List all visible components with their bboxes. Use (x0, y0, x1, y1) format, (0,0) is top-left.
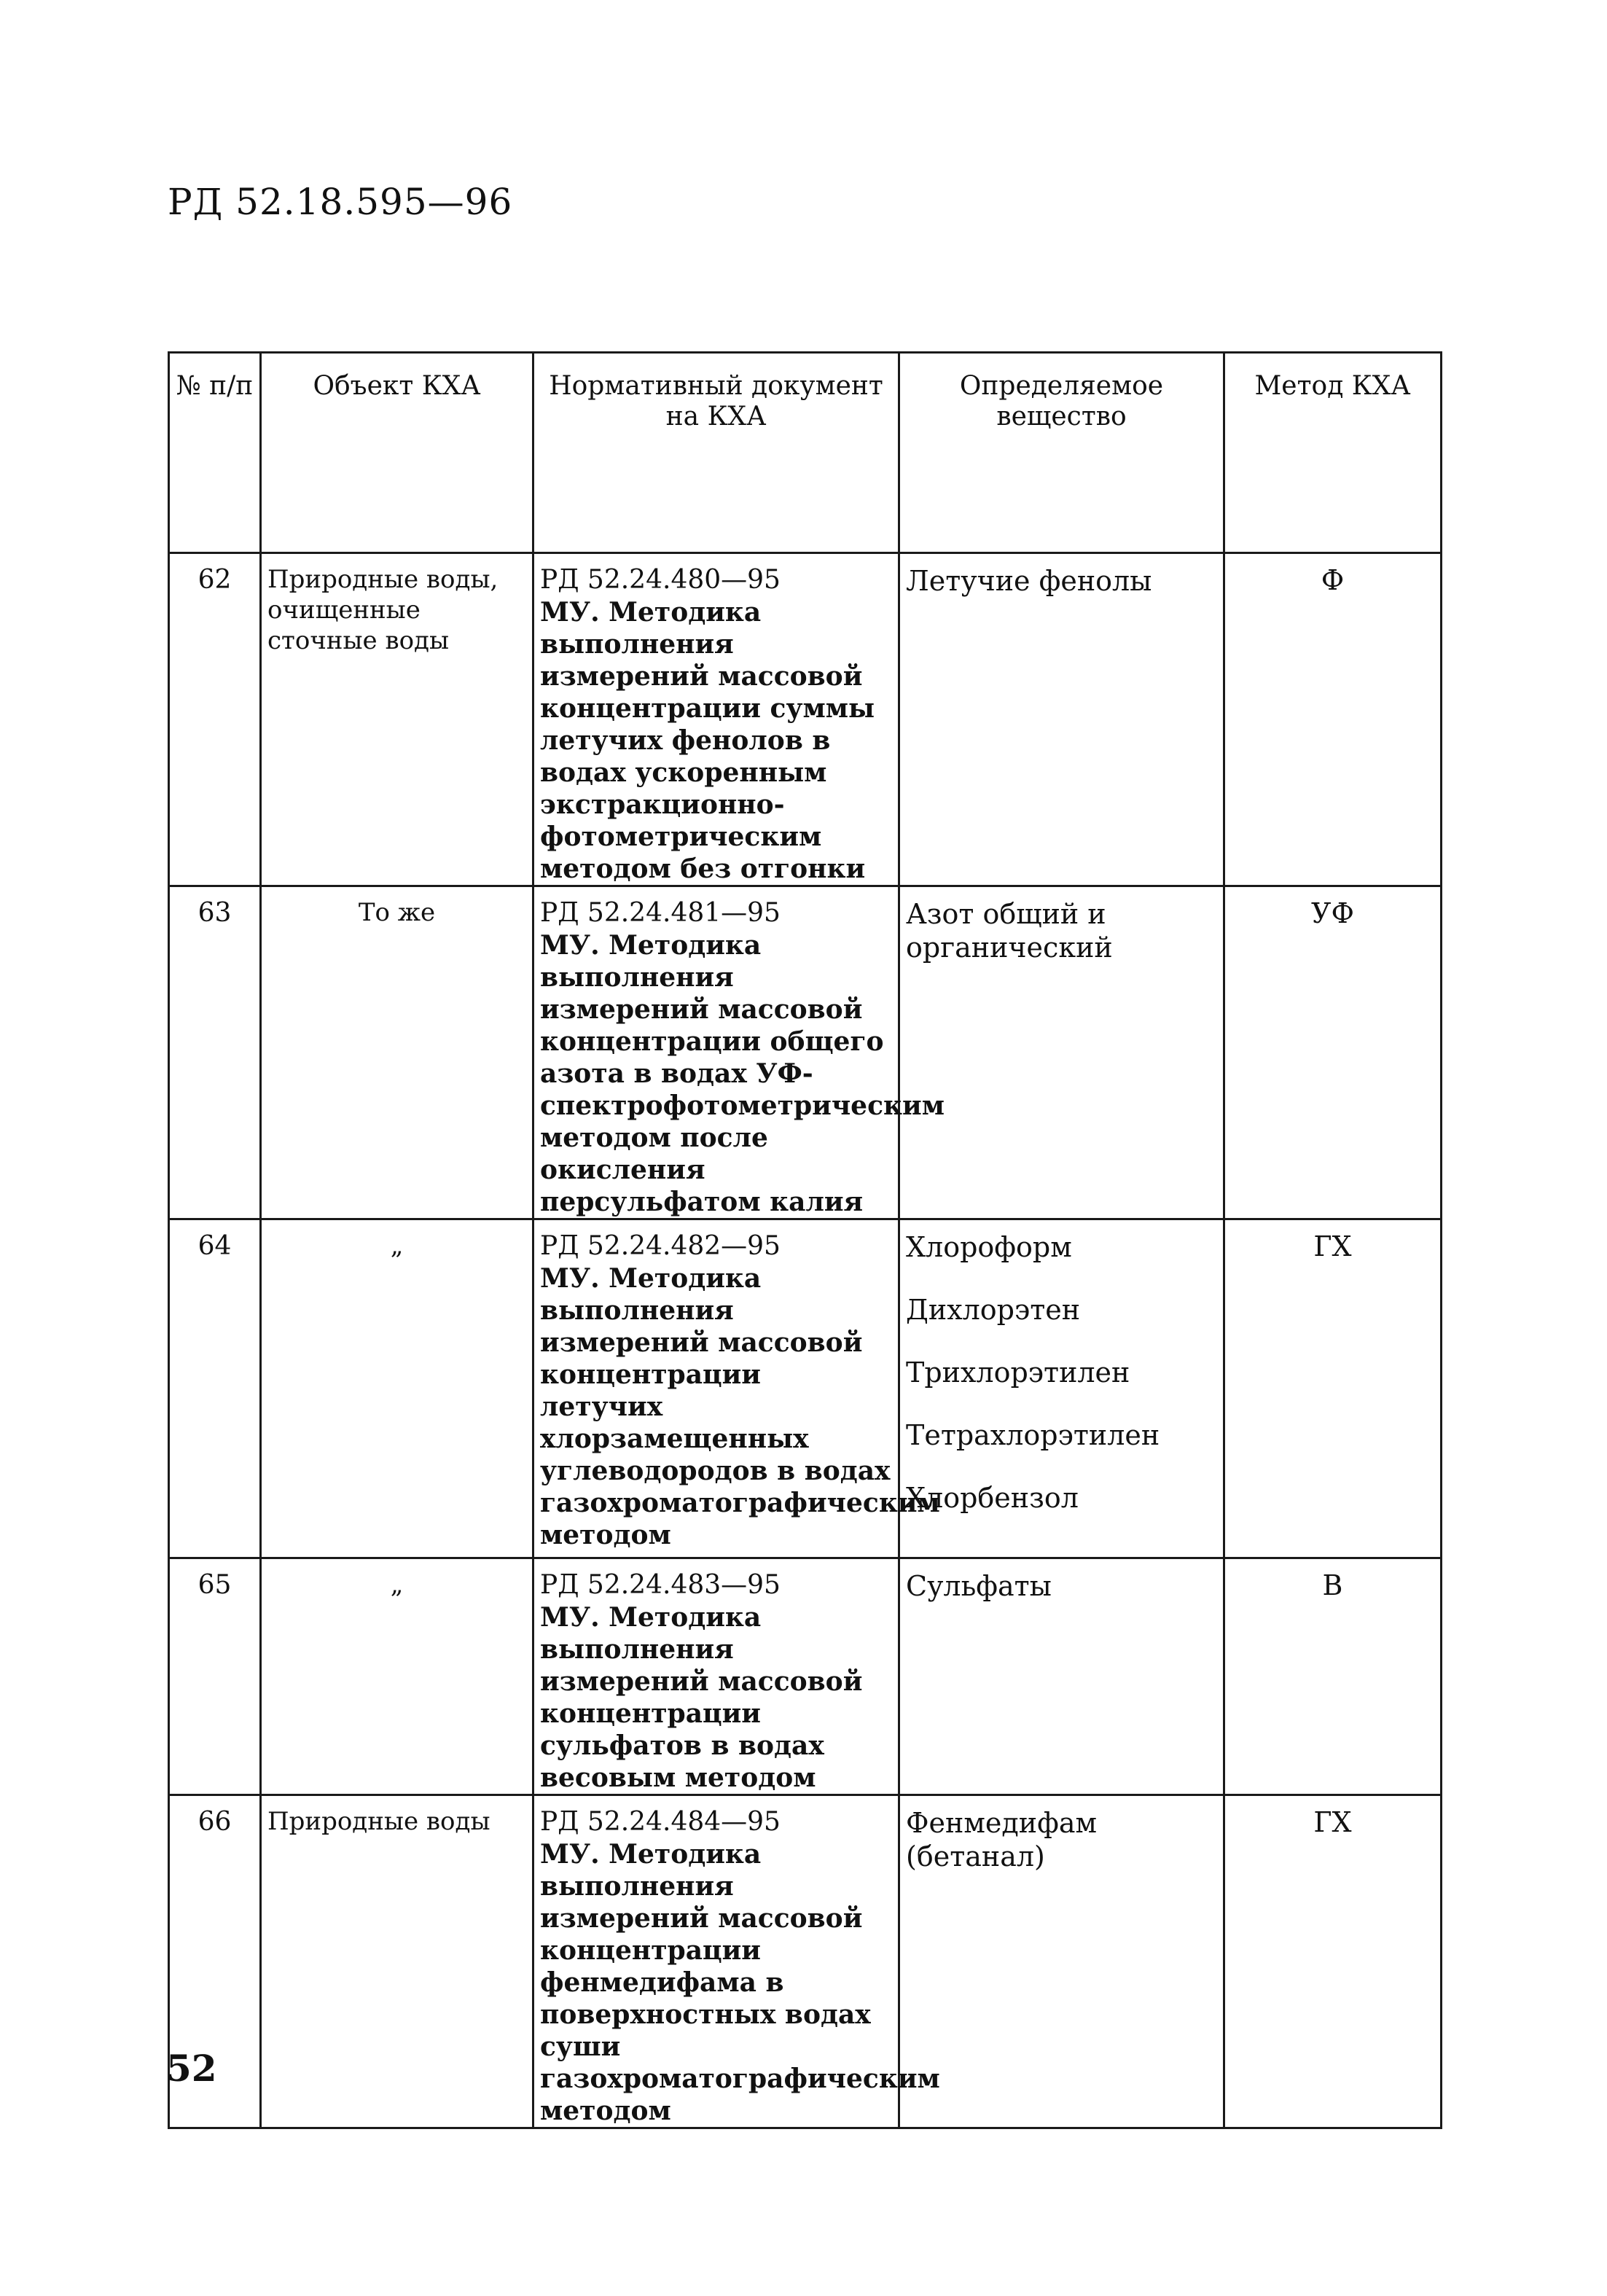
substance-item: Дихлорэтен (906, 1294, 1081, 1326)
table-header-row (169, 353, 1442, 553)
row-object: „ (261, 1219, 533, 1558)
document-code: РД 52.24.482—95 (540, 1231, 781, 1261)
substance-item: Хлороформ (906, 1231, 1072, 1263)
column-header-document: Нормативный документ на КХА (533, 353, 899, 553)
substance-item: Хлорбензол (906, 1482, 1079, 1514)
table-row (169, 886, 1442, 1219)
document-code: РД 52.24.481—95 (540, 898, 781, 928)
row-number: 66 (169, 1795, 261, 2128)
document-title: МУ. Методика выполнения измерений массовой концентрации летучих хлорзамещенных углеводородов в водах газохроматографическим методом (540, 1263, 940, 1550)
substance-item: Азот общий и органический (906, 898, 1113, 964)
table-row (169, 1558, 1442, 1795)
substance-item: Тетрахлорэтилен (906, 1419, 1160, 1451)
substance-item: Летучие фенолы (906, 565, 1152, 597)
row-method: ГХ (1224, 1795, 1442, 2128)
document-code: РД 52.24.483—95 (540, 1570, 781, 1600)
column-header-method: Метод КХА (1224, 353, 1442, 553)
row-method: Ф (1224, 553, 1442, 886)
row-object: То же (261, 886, 533, 1219)
row-substances (899, 1558, 1224, 1795)
page-number: 52 (166, 2047, 217, 2090)
column-header-object: Объект КХА (261, 353, 533, 553)
row-document (533, 1795, 940, 2128)
row-number: 65 (169, 1558, 261, 1795)
column-header-number: № п/п (169, 353, 261, 553)
document-code: РД 52.24.480—95 (540, 565, 781, 595)
row-document (533, 1219, 940, 1558)
substance-item: Трихлорэтилен (906, 1356, 1130, 1389)
table-row (169, 553, 1442, 886)
row-method: В (1224, 1558, 1442, 1795)
substance-item: Фенмедифам (бетанал) (906, 1807, 1098, 1873)
row-substances (899, 553, 1224, 886)
table-row (169, 1795, 1442, 2128)
document-title: МУ. Методика выполнения измерений массовой концентрации фенмедифама в поверхностных водах суши газохроматографическим методом (540, 1839, 940, 2126)
substance-item: Сульфаты (906, 1570, 1052, 1602)
row-object: Природные воды (261, 1795, 533, 2128)
row-substances (899, 886, 1224, 1219)
document-code: РД 52.24.484—95 (540, 1807, 781, 1837)
row-method: ГХ (1224, 1219, 1442, 1558)
row-substances (899, 1219, 1224, 1558)
document-title: МУ. Методика выполнения измерений массовой концентрации сульфатов в водах весовым методом (540, 1602, 863, 1793)
kxa-table (168, 351, 1442, 2129)
row-document (533, 886, 945, 1219)
row-object: „ (261, 1558, 533, 1795)
row-number: 62 (169, 553, 261, 886)
column-header-substance: Определяемое вещество (899, 353, 1224, 553)
row-document (533, 1558, 899, 1795)
document-code-header: РД 52.18.595—96 (168, 181, 513, 223)
row-substances (899, 1795, 1224, 2128)
row-object: Природные воды, очищенные сточные воды (261, 553, 533, 886)
document-title: МУ. Методика выполнения измерений массовой концентрации общего азота в водах УФ-спектрофотометрическим методом после окисления персульфатом калия (540, 930, 945, 1217)
row-method: УФ (1224, 886, 1442, 1219)
table-row (169, 1219, 1442, 1558)
row-number: 63 (169, 886, 261, 1219)
document-title: МУ. Методика выполнения измерений массовой концентрации суммы летучих фенолов в водах ускоренным экстракционно-фотометрическим методом без отгонки (540, 597, 875, 884)
row-document (533, 553, 899, 886)
row-number: 64 (169, 1219, 261, 1558)
